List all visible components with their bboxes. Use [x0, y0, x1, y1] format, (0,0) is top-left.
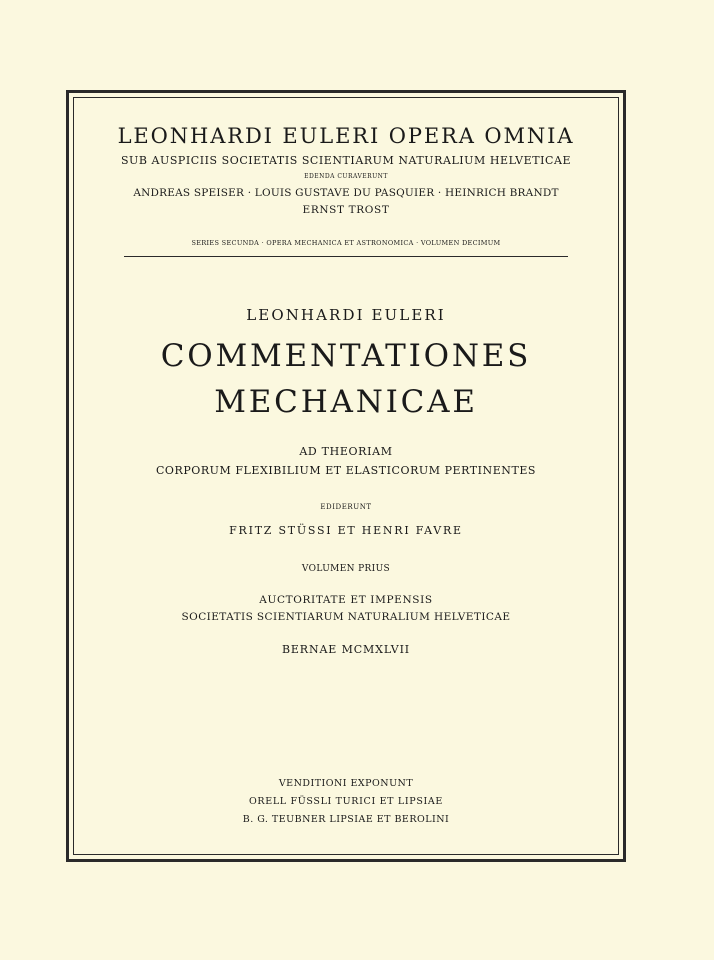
title-page-border	[66, 90, 626, 862]
auspices-line: SUB AUSPICIIS SOCIETATIS SCIENTIARUM NATURALIUM HELVETICAE	[120, 154, 572, 167]
imprint-line-2: ORELL FÜSSLI TURICI ET LIPSIAE	[248, 796, 444, 807]
title-page-inner-border	[73, 97, 619, 855]
subtitle-line-2: CORPORUM FLEXIBILIUM ET ELASTICORUM PERTINENTES	[155, 464, 537, 477]
series-volume-line: SERIES SECUNDA · OPERA MECHANICA ET ASTRONOMICA · VOLUMEN DECIMUM	[191, 239, 501, 247]
author-name: LEONHARDI EULERI	[246, 306, 446, 324]
edenda-label: EDENDA CURAVERUNT	[304, 173, 388, 180]
header-divider	[124, 256, 568, 257]
volume-label: VOLUMEN PRIUS	[301, 564, 391, 574]
auctoritate-line-2: SOCIETATIS SCIENTIARUM NATURALIUM HELVETICAE	[181, 611, 511, 623]
subtitle-line-1: AD THEORIAM	[299, 445, 393, 458]
opera-omnia-title: LEONHARDI EULERI OPERA OMNIA	[117, 124, 575, 148]
series-editors-line-2: ERNST TROST	[302, 204, 390, 216]
place-and-year: BERNAE MCMXLVII	[281, 643, 411, 656]
work-title-line-2: MECHANICAE	[214, 384, 478, 420]
series-editors-line: ANDREAS SPEISER · LOUIS GUSTAVE DU PASQUIER · HEINRICH BRANDT	[133, 187, 559, 199]
work-title-line-1: COMMENTATIONES	[160, 338, 532, 374]
ediderunt-label: EDIDERUNT	[320, 503, 372, 511]
imprint-line-3: B. G. TEUBNER LIPSIAE ET BEROLINI	[242, 814, 450, 825]
volume-editors: FRITZ STÜSSI ET HENRI FAVRE	[229, 524, 463, 537]
auctoritate-line-1: AUCTORITATE ET IMPENSIS	[259, 594, 433, 606]
imprint-line-1: VENDITIONI EXPONUNT	[278, 778, 414, 789]
